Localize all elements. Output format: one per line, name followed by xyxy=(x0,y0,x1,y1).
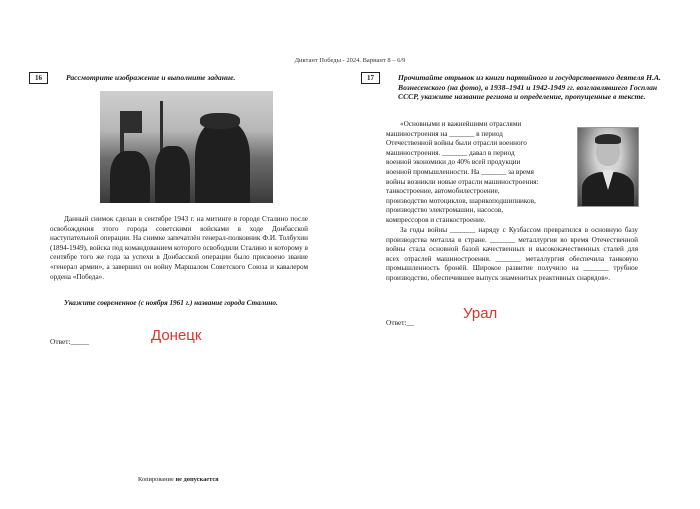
task-17-number: 17 xyxy=(361,72,380,84)
task-16-question: Укажите современное (с ноября 1961 г.) название города Сталино. xyxy=(64,299,278,307)
excerpt-line: производство мотоциклов, шарикоподшипников, xyxy=(386,196,536,205)
excerpt-line: «Основными и важнейшими отраслями xyxy=(400,120,522,128)
excerpt-line: Отечественной войны были отрасли военного xyxy=(386,139,527,148)
page-header: Диктант Победы - 2024. Вариант 8 – 6/9 xyxy=(294,57,406,64)
task-17-handwritten-answer: Урал xyxy=(463,305,498,322)
copy-notice-prefix: Копирование xyxy=(138,476,174,483)
task-17-title: Прочитайте отрывок из книги партийного и государственного деятеля Н.А. Вознесенского (на фото), в 1938–1941 и 1942-1949 гг. возглавлявшего Госплан СССР, укажите название региона и определение, пропущенные в тексте. xyxy=(398,73,661,101)
excerpt-line: танкостроение, автомобилестроение, xyxy=(386,187,500,196)
excerpt-line: производство электромашин, насосов, xyxy=(386,206,504,215)
excerpt-line: компрессоров и станкостроение. xyxy=(386,215,486,224)
excerpt-line: военной промышленности. На _______ за время xyxy=(386,167,534,176)
task-16-handwritten-answer: Донецк xyxy=(151,327,202,344)
task-17-excerpt-part1 xyxy=(386,120,568,226)
excerpt-line: военной экономики до 40% всей продукции xyxy=(386,158,521,167)
task-17-answer-field[interactable]: Ответ:__ xyxy=(386,318,414,327)
task-16-answer-field[interactable]: Ответ:_____ xyxy=(50,337,90,346)
task-17-excerpt-part2: За годы войны _______ наряду с Кузбассом превратился в основную базу производства металла в стране. _______ металлургия во время Отечественной войны стала основной базой качественных и высококачественных сталей для всех отраслей машиностроения. _______ металлургия обеспечила танковую промышленность бронёй. Широкое развитие получило на _______ трубное производство, обеспечившее выпуск знаменитых реактивных снарядов». xyxy=(386,226,638,282)
task-16-title: Рассмотрите изображение и выполните задание. xyxy=(66,73,236,82)
excerpt-line: войны возникли новые отрасли машиностроения: xyxy=(386,177,539,186)
task-16-number: 16 xyxy=(29,72,48,84)
task-16-paragraph: Данный снимок сделан в сентябре 1943 г. на митинге в городе Сталино после освобождения этого города советскими войсками в ходе Донбасской наступательной операции. На снимке запечатлён генерал-полковник Ф.И. Толбухин (1894-1949), войска под командованием которого освободили Сталино и которому в сентябре того же года за успехи в Донбасской операции было присвоено звание «генерал армии», а завершил он войну Маршалом Советского Союза и кавалером ордена «Победа». xyxy=(50,215,308,281)
tolbukhin-rally-photo xyxy=(100,91,273,203)
excerpt-line: машиностроения. _______ давал в период xyxy=(386,148,515,157)
voznesensky-portrait xyxy=(577,127,639,207)
copy-notice xyxy=(138,476,219,483)
excerpt-line: машиностроения на _______ в период xyxy=(386,129,503,138)
copy-notice-emphasis: не допускается xyxy=(175,476,219,483)
